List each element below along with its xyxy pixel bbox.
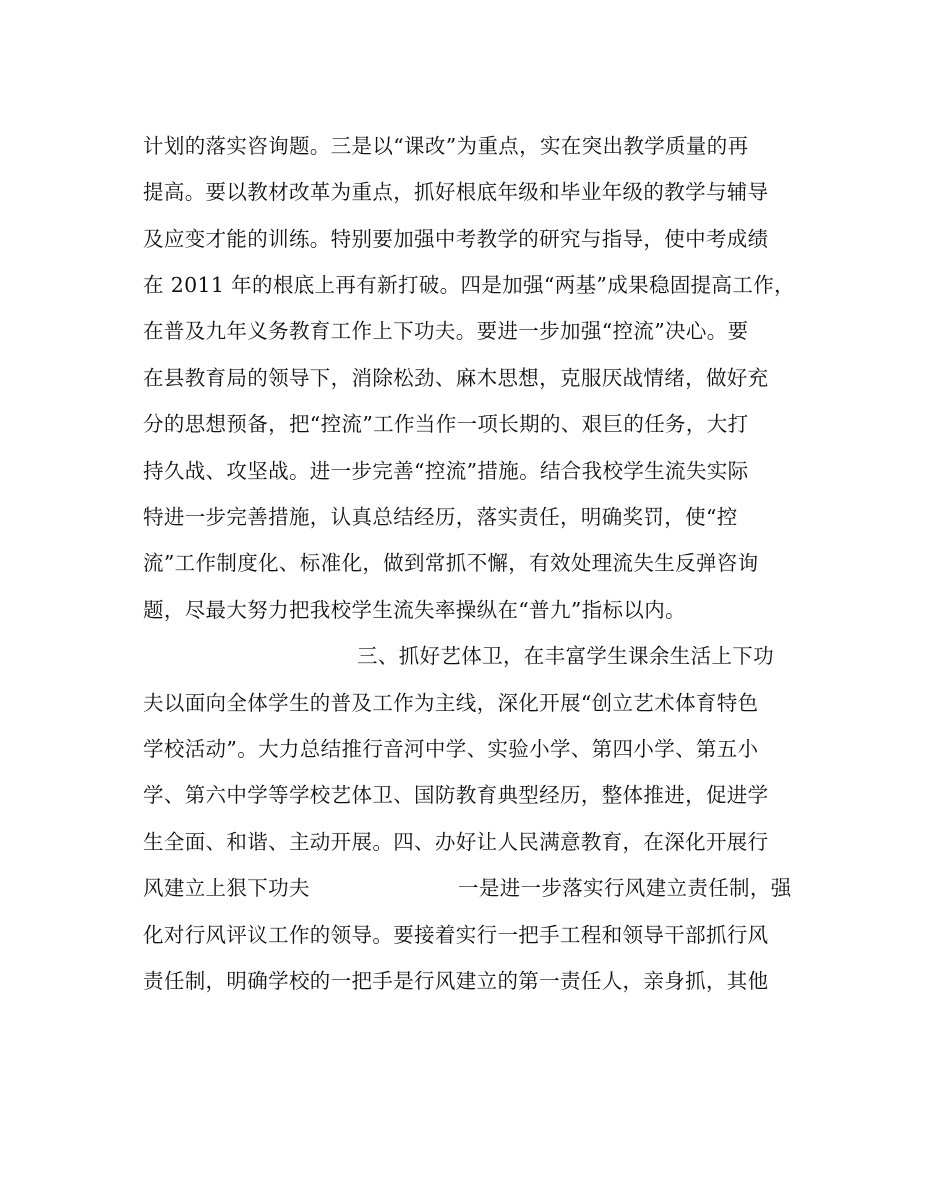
text-line-9: 特进一步完善措施，认真总结经历，落实责任，明确奖罚，使“控 bbox=[143, 505, 738, 529]
text-line-5: 在普及九年义务教育工作上下功夫。要进一步加强“控流”决心。要 bbox=[143, 319, 749, 343]
text-line-7: 分的思想预备，把“控流”工作当作一项长期的、艰巨的任务，大打 bbox=[143, 412, 749, 436]
text-line-16: 生全面、和谐、主动开展。四、办好让人民满意教育，在深化开展行 bbox=[143, 830, 769, 854]
text-line-17-body: 一是进一步落实行风建立责任制，强 bbox=[458, 876, 792, 900]
text-line-15: 学、第六中学等学校艺体卫、国防教育典型经历，整体推进，促进学 bbox=[143, 783, 769, 807]
text-line-6: 在县教育局的领导下，消除松劲、麻木思想，克服厌战情绪，做好充 bbox=[143, 366, 769, 390]
text-line-14: 学校活动”。大力总结推行音河中学、实验小学、第四小学、第五小 bbox=[143, 737, 759, 761]
text-line-19: 责任制，明确学校的一把手是行风建立的第一责任人，亲身抓，其他 bbox=[143, 969, 769, 993]
text-line-8: 持久战、攻坚战。进一步完善“控流”措施。结合我校学生流失实际 bbox=[143, 459, 749, 483]
text-line-10: 流”工作制度化、标准化，做到常抓不懈，有效处理流失生反弹咨询 bbox=[143, 551, 759, 575]
text-line-4: 在 2011 年的根底上再有新打破。四是加强“两基”成果稳固提高工作， bbox=[143, 273, 795, 297]
section-heading-line: 三、抓好艺体卫，在丰富学生课余生活上下功 bbox=[357, 644, 774, 668]
text-line-2: 提高。要以教材改革为重点，抓好根底年级和毕业年级的教学与辅导 bbox=[143, 180, 769, 204]
text-line-1: 计划的落实咨询题。三是以“课改”为重点，实在突出教学质量的再 bbox=[143, 134, 749, 158]
text-line-13: 夫以面向全体学生的普及工作为主线，深化开展“创立艺术体育特色 bbox=[143, 691, 759, 715]
text-line-18: 化对行风评议工作的领导。要接着实行一把手工程和领导干部抓行风 bbox=[143, 923, 769, 947]
text-line-11: 题，尽最大努力把我校学生流失率操纵在“普九”指标以内。 bbox=[143, 598, 686, 622]
text-line-3: 及应变才能的训练。特别要加强中考教学的研究与指导，使中考成绩 bbox=[143, 227, 769, 251]
text-line-17-heading: 风建立上狠下功夫 bbox=[143, 876, 310, 900]
text-line-17 bbox=[143, 868, 843, 908]
